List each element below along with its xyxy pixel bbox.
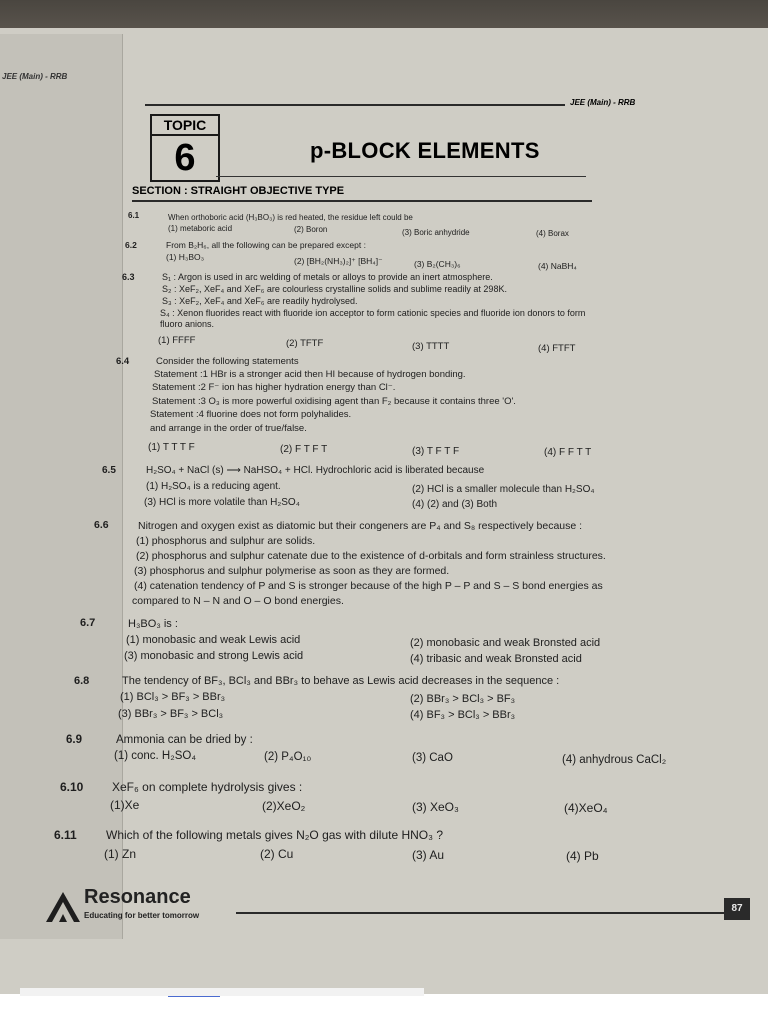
statement-s3: S₃ : XeF₂, XeF₄ and XeF₆ are readily hydrolysed. bbox=[162, 296, 358, 306]
option-2: (2) F T F T bbox=[280, 444, 328, 455]
option-3: (3) B₂(CH₃)₆ bbox=[414, 259, 461, 269]
previous-page-edge bbox=[0, 34, 123, 939]
option-4: (4) (2) and (3) Both bbox=[412, 499, 498, 510]
statement-s4-cont: fluoro anions. bbox=[160, 319, 215, 329]
section-rule bbox=[132, 200, 592, 202]
option-4: (4)XeO₄ bbox=[564, 801, 608, 815]
option-3: (3) BBr₃ > BF₃ > BCl₃ bbox=[118, 708, 224, 720]
question-number: 6.11 bbox=[54, 828, 77, 842]
question-text: Which of the following metals gives N₂O gas with dilute HNO₃ ? bbox=[106, 828, 444, 842]
option-4: (4) anhydrous CaCl₂ bbox=[562, 754, 667, 766]
option-2: (2) [BH₂(NH₃)₂]⁺ [BH₄]⁻ bbox=[294, 256, 383, 266]
question-text: When orthoboric acid (H₃BO₃) is red heated, the residue left could be bbox=[168, 213, 413, 222]
option-4: (4) BF₃ > BCl₃ > BBr₃ bbox=[410, 709, 516, 721]
option-3: (3) HCl is more volatile than H₂SO₄ bbox=[144, 497, 300, 508]
page-number: 87 bbox=[724, 898, 750, 920]
question-number: 6.7 bbox=[80, 617, 96, 629]
option-2: (2) TFTF bbox=[286, 338, 324, 349]
option-3: (3) Boric anhydride bbox=[402, 228, 470, 237]
question-text: XeF₆ on complete hydrolysis gives : bbox=[112, 780, 303, 794]
option-2: (2) Cu bbox=[260, 847, 294, 861]
option-1: (1) H₂SO₄ is a reducing agent. bbox=[146, 481, 281, 492]
option-3: (3) XeO₃ bbox=[412, 800, 459, 814]
option-4: (4) NaBH₄ bbox=[538, 261, 577, 271]
bottom-margin bbox=[0, 994, 768, 1024]
option-3: (3) T F T F bbox=[412, 446, 460, 457]
statement-2: Statement :2 F⁻ ion has higher hydration energy than Cl⁻. bbox=[152, 382, 396, 393]
option-2: (2) P₄O₁₀ bbox=[264, 751, 312, 763]
option-1: (1) FFFF bbox=[158, 335, 196, 346]
question-text: H₂SO₄ + NaCl (s) ⟶ NaHSO₄ + HCl. Hydrochloric acid is liberated because bbox=[146, 465, 485, 476]
statement-s4: S₄ : Xenon fluorides react with fluoride ion acceptor to form cationic species and fluoride ion donors to form bbox=[160, 308, 586, 318]
option-1: (1) Zn bbox=[104, 847, 137, 861]
option-3: (3) monobasic and strong Lewis acid bbox=[124, 650, 304, 662]
question-number: 6.3 bbox=[122, 272, 135, 282]
question-number: 6.9 bbox=[66, 734, 82, 746]
option-4: (4) Pb bbox=[566, 849, 599, 863]
option-2: (2) phosphorus and sulphur catenate due to the existence of d-orbitals and form strainless structures. bbox=[136, 550, 606, 562]
option-1: (1) H₃BO₃ bbox=[166, 252, 205, 262]
option-2: (2) BBr₃ > BCl₃ > BF₃ bbox=[410, 693, 516, 705]
title-rule bbox=[216, 176, 586, 177]
question-outro: and arrange in the order of true/false. bbox=[150, 423, 307, 434]
question-number: 6.2 bbox=[125, 240, 137, 250]
option-4: (4) F F T T bbox=[544, 447, 592, 458]
question-number: 6.6 bbox=[94, 519, 109, 531]
option-1: (1) T T T F bbox=[148, 442, 195, 453]
statement-s1: S₁ : Argon is used in arc welding of metals or alloys to provide an inert atmosphere. bbox=[162, 272, 493, 282]
option-2: (2) monobasic and weak Bronsted acid bbox=[410, 637, 601, 649]
bottom-strip bbox=[20, 988, 424, 996]
option-1: (1) BCl₃ > BF₃ > BBr₃ bbox=[120, 691, 226, 703]
question-number: 6.10 bbox=[60, 780, 84, 794]
question-text: Ammonia can be dried by : bbox=[116, 734, 253, 746]
option-4: (4) catenation tendency of P and S is stronger because of the high P – P and S – S bond energies as bbox=[134, 580, 603, 592]
question-number: 6.1 bbox=[128, 211, 140, 220]
option-3: (3) Au bbox=[412, 848, 445, 862]
question-number: 6.8 bbox=[74, 675, 90, 687]
option-1: (1) metaboric acid bbox=[168, 224, 233, 233]
option-3: (3) phosphorus and sulphur polymerise as soon as they are formed. bbox=[134, 565, 450, 577]
option-1: (1) conc. H₂SO₄ bbox=[114, 750, 197, 762]
option-3: (3) CaO bbox=[412, 752, 453, 764]
left-running-title: JEE (Main) - RRB bbox=[2, 72, 68, 81]
option-4: (4) tribasic and weak Bronsted acid bbox=[410, 653, 582, 665]
option-4-cont: compared to N – N and O – O bond energies. bbox=[132, 595, 344, 607]
option-2: (2) HCl is a smaller molecule than H₂SO₄ bbox=[412, 484, 595, 495]
section-heading: SECTION : STRAIGHT OBJECTIVE TYPE bbox=[132, 185, 345, 197]
brand-tagline: Educating for better tomorrow bbox=[84, 911, 200, 920]
resonance-logo-icon bbox=[46, 890, 80, 922]
option-2: (2)XeO₂ bbox=[262, 799, 306, 813]
question-text: Nitrogen and oxygen exist as diatomic but their congeners are P₄ and S₈ respectively because : bbox=[138, 520, 583, 532]
brand-name: Resonance bbox=[84, 886, 191, 908]
option-3: (3) TTTT bbox=[412, 341, 450, 352]
statement-4: Statement :4 fluorine does not form polyhalides. bbox=[150, 409, 352, 420]
option-2: (2) Boron bbox=[294, 225, 328, 234]
statement-s2: S₂ : XeF₂, XeF₄ and XeF₆ are colourless crystalline solids and sublime readily at 298K. bbox=[162, 284, 507, 294]
chapter-title: p-BLOCK ELEMENTS bbox=[310, 138, 540, 163]
option-1: (1)Xe bbox=[110, 798, 140, 812]
question-text: The tendency of BF₃, BCl₃ and BBr₃ to behave as Lewis acid decreases in the sequence : bbox=[122, 675, 560, 687]
option-1: (1) monobasic and weak Lewis acid bbox=[126, 634, 301, 646]
statement-3: Statement :3 O₃ is more powerful oxidising agent than F₂ because it contains three 'O'. bbox=[152, 396, 516, 407]
footer-rule bbox=[236, 912, 732, 914]
question-number: 6.5 bbox=[102, 465, 116, 476]
option-4: (4) FTFT bbox=[538, 343, 576, 354]
option-4: (4) Borax bbox=[536, 229, 569, 238]
question-number: 6.4 bbox=[116, 356, 130, 367]
topic-number: 6 bbox=[174, 137, 196, 179]
running-title: JEE (Main) - RRB bbox=[570, 98, 636, 107]
statement-1: Statement :1 HBr is a stronger acid then HI because of hydrogen bonding. bbox=[154, 369, 466, 380]
topic-label: TOPIC bbox=[152, 116, 218, 136]
header-rule bbox=[145, 104, 565, 106]
question-text: From B₂H₆, all the following can be prepared except : bbox=[166, 240, 366, 250]
bottom-link-underline bbox=[168, 996, 220, 997]
question-text: H₃BO₃ is : bbox=[128, 618, 178, 630]
question-intro: Consider the following statements bbox=[156, 356, 299, 367]
option-1: (1) phosphorus and sulphur are solids. bbox=[136, 535, 316, 547]
topic-box bbox=[150, 114, 220, 182]
